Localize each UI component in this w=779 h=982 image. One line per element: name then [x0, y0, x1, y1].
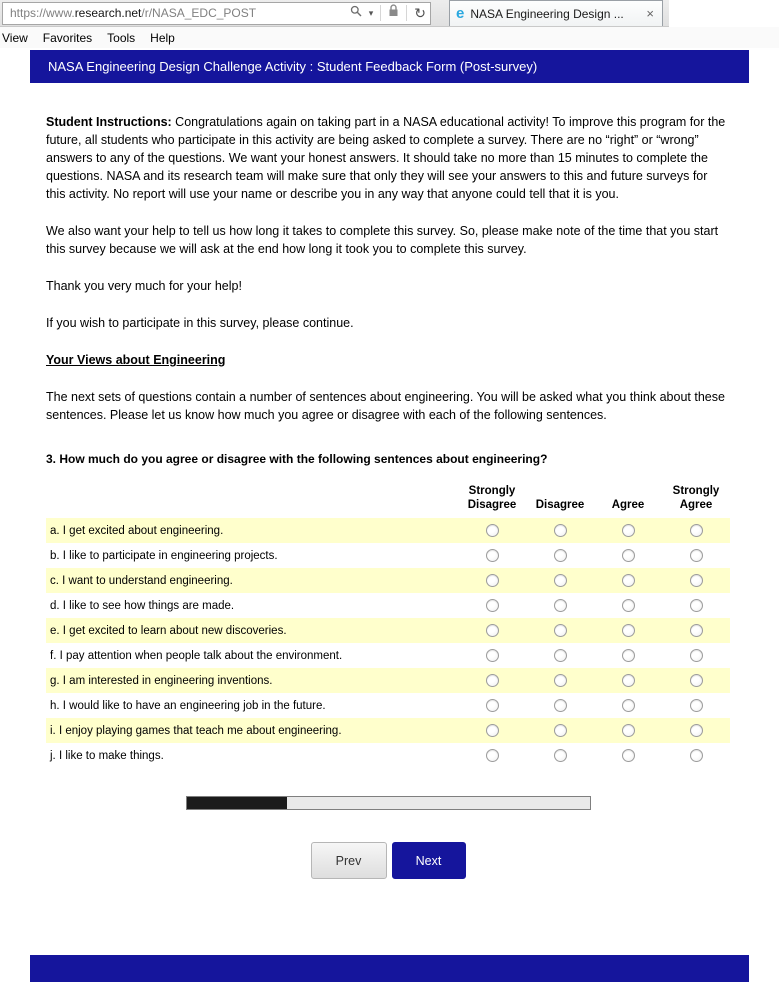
radio-option[interactable] — [622, 674, 635, 687]
url-scheme: https://www. — [10, 6, 75, 20]
radio-option[interactable] — [622, 649, 635, 662]
radio-cell — [526, 724, 594, 737]
radio-cell — [458, 749, 526, 762]
radio-cell — [526, 699, 594, 712]
radio-option[interactable] — [554, 674, 567, 687]
radio-option[interactable] — [486, 524, 499, 537]
radio-option[interactable] — [554, 524, 567, 537]
radio-cell — [526, 549, 594, 562]
radio-option[interactable] — [554, 549, 567, 562]
address-tab-strip — [0, 0, 669, 27]
matrix-row-label: i. I enjoy playing games that teach me about engineering. — [50, 724, 342, 737]
radio-cell — [594, 674, 662, 687]
radio-cell — [662, 674, 730, 687]
matrix-row-label: g. I am interested in engineering inventions. — [50, 674, 273, 687]
radio-option[interactable] — [486, 749, 499, 762]
matrix-row — [46, 593, 730, 618]
radio-option[interactable] — [622, 699, 635, 712]
radio-option[interactable] — [622, 624, 635, 637]
menu-bar — [0, 27, 779, 48]
progress-fill — [187, 797, 288, 809]
radio-cell — [594, 549, 662, 562]
radio-option[interactable] — [554, 599, 567, 612]
radio-option[interactable] — [554, 749, 567, 762]
url-text[interactable] — [10, 6, 350, 20]
url-path: /r/NASA_EDC_POST — [141, 6, 257, 20]
matrix-row — [46, 543, 730, 568]
radio-option[interactable] — [554, 649, 567, 662]
column-header-disagree: Disagree — [535, 499, 585, 511]
radio-cell — [594, 574, 662, 587]
menu-help[interactable]: Help — [150, 30, 175, 45]
next-button[interactable]: Next — [392, 842, 466, 879]
radio-option[interactable] — [554, 624, 567, 637]
browser-tab[interactable] — [449, 0, 663, 26]
radio-cell — [662, 574, 730, 587]
radio-cell — [458, 649, 526, 662]
menu-view[interactable]: View — [2, 30, 28, 45]
radio-option[interactable] — [622, 524, 635, 537]
lock-icon[interactable] — [388, 4, 399, 22]
divider — [380, 5, 381, 21]
radio-option[interactable] — [690, 599, 703, 612]
radio-cell — [594, 724, 662, 737]
matrix-row-label: h. I would like to have an engineering job in the future. — [50, 699, 326, 712]
radio-option[interactable] — [486, 599, 499, 612]
matrix-header — [46, 478, 730, 518]
radio-cell — [662, 724, 730, 737]
matrix-row-label: d. I like to see how things are made. — [50, 599, 235, 612]
progress-bar — [186, 796, 591, 810]
radio-cell — [594, 524, 662, 537]
radio-cell — [458, 599, 526, 612]
menu-favorites[interactable]: Favorites — [42, 30, 93, 45]
matrix-row — [46, 518, 730, 543]
close-icon[interactable]: × — [646, 6, 654, 21]
chevron-down-icon[interactable]: ▾ — [368, 7, 374, 18]
matrix-row — [46, 718, 730, 743]
radio-option[interactable] — [486, 649, 499, 662]
timing-paragraph: We also want your help to tell us how long it takes to complete this survey. So, please make note of the time that you start this survey because we will ask at the end how long it took you to complete this survey. — [46, 224, 719, 256]
radio-cell — [526, 649, 594, 662]
instructions-label: Student Instructions: — [46, 115, 172, 129]
matrix-row-label: f. I pay attention when people talk about the environment. — [50, 649, 343, 662]
instructions-paragraph — [46, 113, 730, 203]
thanks-text: Thank you very much for your help! — [46, 279, 242, 293]
section-intro: The next sets of questions contain a number of sentences about engineering. You will be asked what you think about these sentences. Please let us know how much you agree or disagree with each of the following sentences. — [46, 390, 725, 422]
radio-cell — [526, 674, 594, 687]
matrix-row-label: b. I like to participate in engineering projects. — [50, 549, 278, 562]
radio-cell — [458, 699, 526, 712]
matrix-row — [46, 568, 730, 593]
browser-chrome — [0, 0, 779, 27]
radio-cell — [594, 599, 662, 612]
radio-cell — [662, 599, 730, 612]
radio-cell — [458, 624, 526, 637]
matrix-row — [46, 693, 730, 718]
radio-cell — [662, 624, 730, 637]
radio-option[interactable] — [486, 574, 499, 587]
instructions-text: Congratulations again on taking part in a NASA educational activity! To improve this program for the future, all students who participate in this activity are being asked to complete a survey. There are no “right” or “wrong” answers to any of the questions. We want your honest answers. It should take no more than 15 minutes to complete the questions. NASA and its research team will make sure that only they will see your answers to this and future surveys for this activity. No report will use your name or describe you in any way that anyone could tell that it is you. — [46, 115, 726, 201]
radio-option[interactable] — [690, 549, 703, 562]
radio-cell — [662, 549, 730, 562]
nav-buttons — [46, 842, 730, 879]
prev-button[interactable]: Prev — [311, 842, 387, 879]
radio-cell — [662, 649, 730, 662]
matrix-row — [46, 668, 730, 693]
survey-footer-bar — [30, 955, 749, 982]
radio-option[interactable] — [690, 574, 703, 587]
matrix-row — [46, 643, 730, 668]
refresh-icon[interactable]: ↻ — [414, 5, 426, 21]
radio-option[interactable] — [622, 749, 635, 762]
radio-cell — [526, 624, 594, 637]
radio-option[interactable] — [690, 749, 703, 762]
radio-option[interactable] — [690, 649, 703, 662]
radio-option[interactable] — [486, 674, 499, 687]
page-viewport — [0, 48, 779, 982]
radio-option[interactable] — [554, 699, 567, 712]
matrix-row-label: c. I want to understand engineering. — [50, 574, 233, 587]
radio-option[interactable] — [554, 724, 567, 737]
radio-option[interactable] — [622, 724, 635, 737]
radio-cell — [662, 749, 730, 762]
radio-cell — [594, 649, 662, 662]
radio-option[interactable] — [690, 724, 703, 737]
radio-option[interactable] — [690, 674, 703, 687]
radio-option[interactable] — [690, 524, 703, 537]
ie-favicon-icon: e — [456, 5, 465, 22]
survey-body — [30, 83, 749, 955]
radio-cell — [458, 549, 526, 562]
radio-cell — [458, 574, 526, 587]
radio-option[interactable] — [690, 699, 703, 712]
continue-text: If you wish to participate in this survey, please continue. — [46, 316, 354, 330]
matrix-row-label: e. I get excited to learn about new discoveries. — [50, 624, 287, 637]
page-title: NASA Engineering Design Challenge Activity : Student Feedback Form (Post-survey) — [48, 59, 538, 74]
radio-cell — [526, 524, 594, 537]
address-bar-icons — [350, 4, 426, 22]
address-bar[interactable] — [2, 2, 431, 25]
section-heading: Your Views about Engineering — [46, 353, 226, 367]
divider — [406, 5, 407, 21]
radio-cell — [458, 674, 526, 687]
radio-option[interactable] — [622, 599, 635, 612]
matrix-row-label: a. I get excited about engineering. — [50, 524, 224, 537]
radio-option[interactable] — [486, 724, 499, 737]
radio-cell — [662, 524, 730, 537]
survey-header-bar — [30, 50, 749, 83]
radio-option[interactable] — [486, 624, 499, 637]
column-header-agree: Agree — [611, 499, 645, 511]
menu-tools[interactable]: Tools — [107, 30, 136, 45]
matrix-row-label: j. I like to make things. — [50, 749, 164, 762]
radio-cell — [662, 699, 730, 712]
radio-cell — [594, 624, 662, 637]
radio-cell — [458, 524, 526, 537]
column-header-strongly-agree: Strongly Agree — [672, 485, 720, 511]
radio-cell — [526, 574, 594, 587]
search-icon[interactable] — [350, 4, 362, 22]
radio-cell — [526, 749, 594, 762]
question-text: 3. How much do you agree or disagree with the following sentences about engineering? — [46, 452, 548, 466]
radio-option[interactable] — [486, 699, 499, 712]
url-domain: research.net — [74, 6, 142, 20]
radio-option[interactable] — [622, 549, 635, 562]
matrix-table — [46, 478, 730, 768]
radio-cell — [526, 599, 594, 612]
tab-title: NASA Engineering Design ... — [470, 6, 624, 21]
radio-cell — [594, 749, 662, 762]
radio-option[interactable] — [622, 574, 635, 587]
radio-cell — [458, 724, 526, 737]
column-header-strongly-disagree: Strongly Disagree — [467, 485, 517, 511]
radio-option[interactable] — [486, 549, 499, 562]
radio-option[interactable] — [554, 574, 567, 587]
matrix-row — [46, 618, 730, 643]
radio-cell — [594, 699, 662, 712]
matrix-row — [46, 743, 730, 768]
radio-option[interactable] — [690, 624, 703, 637]
survey-container — [30, 50, 749, 982]
